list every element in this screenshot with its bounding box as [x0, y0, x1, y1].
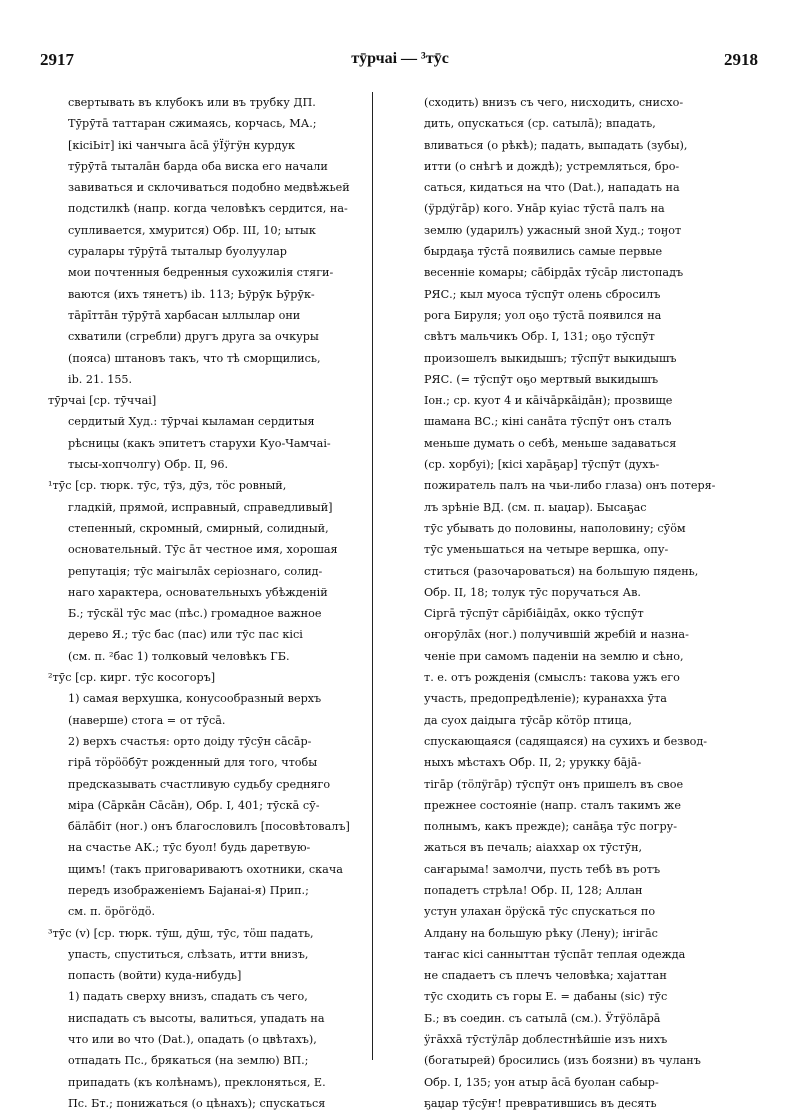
text-line: свертывать въ клубокъ или въ трубку ДП.	[68, 96, 316, 109]
text-line: ваются (ихъ тянетъ) ib. 113; Ьӯрӯк Ьӯрӯк-	[68, 287, 315, 301]
text-line: попадетъ стрѣла! Обр. II, 128; Аллан	[424, 883, 643, 897]
text-line: Пс. Бт.; понижаться (о цѣнахъ); спускаться	[68, 1096, 326, 1110]
running-head: тӯрчаі — ³тӯс	[351, 50, 449, 67]
text-line: мои почтенныя бедренныя сухожилія стяги-	[68, 266, 334, 280]
text-line: ниспадать съ высоты, валиться, упадать на	[68, 1011, 325, 1025]
text-line: сердитый Худ.: тӯрчаі кыламан сердитыя	[68, 415, 315, 429]
right-page-number: 2918	[724, 50, 758, 69]
text-line: гладкій, прямой, исправный, справедливый]	[68, 500, 333, 514]
text-line: Б.; въ соедин. съ сатылā (см.). Ӱтӱӧлāрā	[424, 1011, 661, 1025]
text-line: міра (Сāркāн Сāсāн), Обр. I, 401; тӯскā сӯ-	[68, 798, 320, 812]
text-line: ныхъ мѣстахъ Обр. II, 2; урукку бāјā-	[424, 756, 642, 770]
text-line: дить, опускаться (ср. сатылā); впадать,	[424, 117, 656, 131]
text-line: тӯс сходить съ горы Е. = дабаны (sic) тӯс	[424, 990, 668, 1004]
text-line: полнымъ, какъ прежде); санāҕа тӯс погру-	[424, 820, 677, 834]
left-page-number: 2917	[40, 50, 74, 69]
text-line: суралары тӯрӯтā тыталыр буолуулар	[68, 245, 287, 259]
text-line: [кісіЬіт] ікі чанчыга āсā ӱЇӱгӱн курдук	[68, 138, 296, 152]
text-line: упасть, спуститься, слѣзать, итти внизъ,	[68, 947, 309, 961]
text-line: устун улахан ӧрӱскā тӯс спускаться по	[424, 905, 656, 919]
text-line: оҥорӯлāх (ног.) получившій жребій и назна-	[424, 628, 689, 642]
text-line: дерево Я.; тӯс бас (пас) или тӯс пас кісі	[68, 628, 303, 642]
text-line: степенный, скромный, смирный, солидный,	[68, 521, 329, 535]
text-line: РЯС.; кыл муоса тӯспӯт олень сбросилъ	[424, 287, 661, 301]
text-line: Алдану на большую рѣку (Лену); іҥігāс	[424, 926, 658, 940]
text-line: супливается, хмурится) Обр. III, 10; ытык	[68, 223, 316, 237]
text-line: ¹тӯс [ср. тюрк. тӯс, тӯз, дӯз, тӧс ровный,	[48, 479, 287, 493]
text-line: гірā тӧрӧӧбӯт рожденный для того, чтобы	[68, 756, 318, 770]
text-line: ҕаџар тӯсӯҥ! превратившись въ десять	[424, 1096, 657, 1110]
text-line: ib. 21. 155.	[68, 372, 133, 386]
text-line: тӯрӯтā тыталāн барда оба виска его начали	[68, 159, 328, 173]
right-column	[420, 92, 725, 1114]
text-line: Тӯрӯтā таттаран сжимаясь, корчась, МА.;	[68, 117, 317, 131]
text-line: репутація; тӯс маігылāх серіознаго, солид-	[68, 564, 323, 578]
text-line: (сходить) внизъ съ чего, нисходить, снисхо-	[424, 96, 684, 109]
text-line: участь, предопредѣленіе); куранахха ӯта	[424, 692, 667, 706]
text-line: завиваться и склочиваться подобно медвѣжьей	[68, 181, 350, 195]
text-line: (ср. хорбуі); [кісі харāҕар] тӯспӯт (духъ-	[424, 458, 660, 472]
text-line: землю (ударилъ) ужасный зной Худ.; тоӈот	[424, 223, 682, 237]
text-line: рѣсницы (какъ эпитетъ старухи Куо-Чамчаі-	[68, 436, 331, 450]
text-line: (богатырей) бросились (изъ боязни) въ чуланъ	[424, 1054, 701, 1068]
text-line: шамана ВС.; кіні санāта тӯспӯт онъ сталъ	[424, 415, 672, 429]
text-line: весенніе комары; сāбірдāх тӯсāр листопадъ	[424, 266, 684, 280]
text-line: тāрīттāн тӯрӯтā харбасан ыллылар они	[68, 308, 301, 322]
text-line: наго характера, основательныхъ убѣжденій	[68, 585, 328, 599]
text-line: меньше думать о себѣ, меньше задаваться	[424, 436, 677, 450]
text-line: тігāр (тӧлӱгāр) тӯспӯт онъ пришелъ въ свое	[424, 777, 684, 791]
text-line: подстилкѣ (напр. когда человѣкъ сердится, на-	[68, 202, 348, 216]
text-line: щимъ! (такъ приговариваютъ охотники, скача	[68, 862, 343, 876]
text-line: что или во что (Dat.), опадать (о цвѣтахъ),	[68, 1033, 317, 1047]
text-line: тӯс уменьшаться на четыре вершка, опу-	[424, 543, 669, 557]
text-line: попасть (войти) куда-нибудь]	[68, 969, 242, 983]
text-line: на счастье АК.; тӯс буол! будь даретвую-	[68, 841, 311, 855]
text-line: схватили (сгребли) другъ друга за очкуры	[68, 330, 319, 344]
text-line: прежнее состояніе (напр. сталъ такимъ же	[424, 798, 681, 812]
text-line: вливаться (о рѣкѣ); падать, выпадать (зубы),	[424, 138, 688, 152]
text-line: тысы-хопчолгу) Обр. II, 96.	[68, 458, 229, 472]
text-line: РЯС. (= тӯспӯт оҕо мертвый выкидышъ	[424, 372, 659, 386]
text-line: ӱгāххā тӯстӱлāр доблестнѣйшіе изъ нихъ	[424, 1033, 668, 1047]
text-line: Б.; тӯскӓl тӯс мас (пѣс.) громадное важное	[68, 607, 322, 621]
text-line: ститься (разочароваться) на большую пядень,	[424, 564, 699, 578]
left-column	[48, 92, 353, 1114]
text-line: передъ изображеніемъ Бајанаі-я) Прип.;	[68, 883, 309, 897]
text-line: итти (о снѣгѣ и дождѣ); устремляться, бро-	[424, 159, 680, 173]
text-line: основательный. Тӯс āт честное имя, хорошая	[68, 543, 338, 557]
text-line: ²тӯс [ср. кирг. тӯс косогоръ]	[48, 671, 216, 685]
text-line: Обр. II, 18; толук тӯс поручаться Ав.	[424, 585, 641, 599]
text-line: Сіргā тӯспӯт сāрібіāідāх, окко тӯспӯт	[424, 607, 644, 621]
text-line: бӓлāбіт (ног.) онъ благословилъ [посовѣтовалъ]	[68, 820, 350, 834]
text-line: Іон.; ср. куот 4 и кāічāркāідāн); прозвище	[424, 394, 673, 408]
text-line: ченіе при самомъ паденіи на землю и сѣно,	[424, 649, 684, 663]
text-line: саҥарыма! замолчи, пусть тебѣ въ ротъ	[424, 862, 661, 876]
text-line: да суох даідыга тӯсāр кӧтӧр птица,	[424, 713, 632, 727]
text-line: (ӱрдӱгāр) кого. Унāр куіас тӯстā палъ на	[424, 202, 665, 216]
text-line: т. е. отъ рожденія (смыслъ: такова ужъ его	[424, 671, 680, 685]
text-line: тӯрчаі [ср. тӯччаі]	[48, 394, 157, 408]
text-line: свѣтъ мальчикъ Обр. I, 131; оҕо тӯспӯт	[424, 330, 655, 344]
text-line: отпадать Пс., брякаться (на землю) ВП.;	[68, 1054, 309, 1068]
column-divider	[372, 92, 373, 1060]
text-line: спускающаяся (садящаяся) на сухихъ и безвод-	[424, 734, 708, 748]
text-line: (см. п. ²бас 1) толковый человѣкъ ГБ.	[68, 649, 290, 663]
text-line: произошелъ выкидышъ; тӯспӯт выкидышъ	[424, 351, 677, 365]
text-line: пожиратель палъ на чьи-либо глаза) онъ потеря-	[424, 479, 716, 493]
text-line: 1) самая верхушка, конусообразный верхъ	[68, 692, 322, 706]
text-line: предсказывать счастливую судьбу средняго	[68, 777, 331, 791]
text-line: саться, кидаться на что (Dat.), нападать на	[424, 181, 680, 195]
text-line: (наверше) стога = от тӯсā.	[68, 713, 226, 727]
text-line: Обр. I, 135; уон атыр āсā буолан сабыр-	[424, 1075, 659, 1089]
text-line: (пояса) штановъ такъ, что тѣ сморщились,	[68, 351, 321, 365]
text-line: 1) падать сверху внизъ, спадать съ чего,	[68, 990, 308, 1004]
text-line: лъ зрѣніе ВД. (см. п. ыаџар). Бысаҕас	[424, 500, 647, 514]
text-line: ³тӯс (v) [ср. тюрк. тӯш, дӯш, тӯс, тӧш падать,	[48, 926, 314, 940]
text-line: рога Бируля; уол оҕо тӯстā появился на	[424, 308, 662, 322]
text-line: тӯс убывать до половины, наполовину; сӯӧм	[424, 521, 686, 535]
text-line: см. п. ӧрӧгӧдӧ.	[68, 905, 156, 919]
text-line: жаться въ печаль; аіаххар ох тӯстӯн,	[424, 841, 643, 855]
text-line: бырдаҕа тӯстā появились самые первые	[424, 245, 663, 259]
text-line: припадать (къ колѣнамъ), преклоняться, Е.	[68, 1075, 326, 1089]
text-line: 2) верхъ счастья: орто доіду тӯсӯн сāсāр-	[68, 734, 312, 748]
text-line: не спадаетъ съ плечъ человѣка; хајаттан	[424, 969, 667, 983]
text-line: таҥас кісі санныттан тӯспāт теплая одежда	[424, 947, 686, 961]
